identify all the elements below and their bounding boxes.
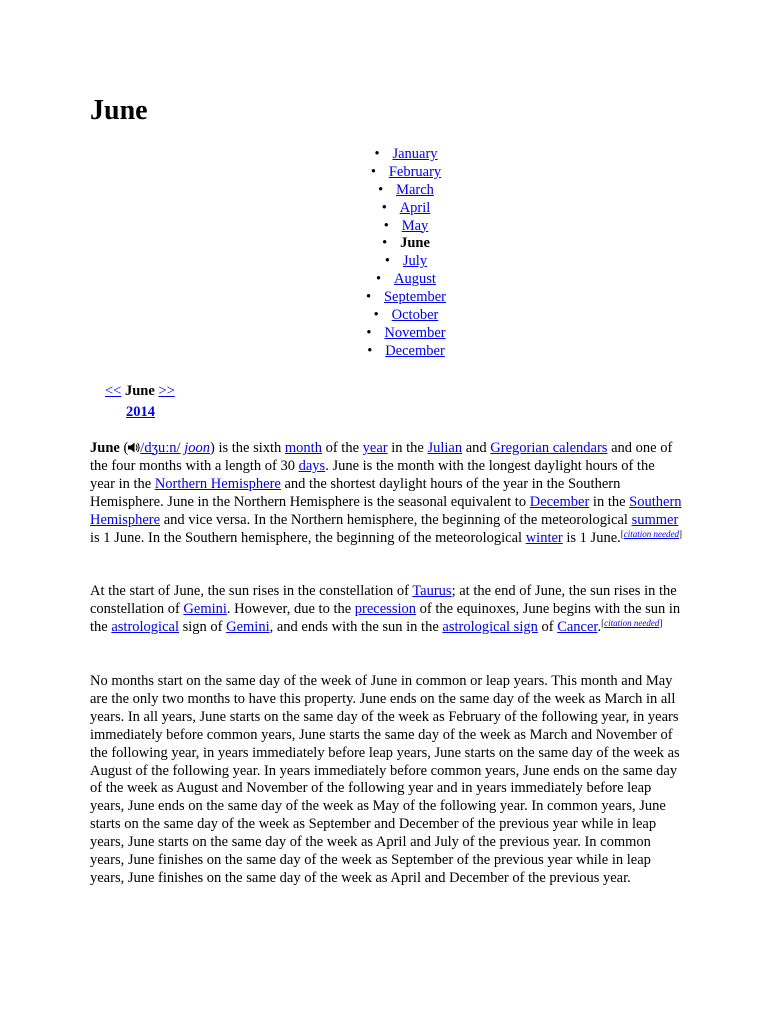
text: sign of [179,618,227,635]
text: of the [321,440,363,456]
text: of [537,618,558,635]
bullet: • [366,324,372,341]
month-link-november[interactable]: November [384,324,446,341]
month-list-item [90,289,722,307]
respelling-link[interactable]: joon [184,440,210,456]
link-winter[interactable]: winter [525,529,563,546]
link-julian[interactable]: Julian [427,440,463,456]
link-gregorian-calendars[interactable]: Gregorian calendars [490,440,608,456]
text: of the equinoxes, June begins with the sun in the [90,600,681,635]
year-link[interactable]: 2014 [126,404,155,420]
month-list-item [90,271,722,289]
citation-needed: [citation needed] [601,617,663,628]
zodiac-paragraph [90,583,682,637]
citation-needed-link[interactable]: citation needed [604,617,660,628]
bullet: • [367,342,373,359]
text: and [462,440,491,456]
month-link-february[interactable]: February [388,163,442,180]
month-link-march[interactable]: March [396,181,434,198]
link-december[interactable]: December [529,493,590,510]
text: in the [589,493,630,510]
month-list-item [90,182,722,200]
link-precession[interactable]: precession [354,600,416,617]
month-list-item [90,200,722,218]
month-link-september[interactable]: September [383,289,446,306]
calendar-paragraph: No months start on the same day of the week of June in common or leap years. This month and May are the only two months to have this property. June ends on the same day of the week as March in all years. In all years, June starts on the same day of the week as February of the following year, in years immediately before common years, June starts the same day of the week as March and November of the following year, in years immediately before leap years, June starts on the same day of the week as August of the following year. In years immediately before common years, June ends on the same day of the week as August and November of the following year and in years immediately before leap years, June ends on the same day of the week as May of the following year. In common years, June starts on the same day of the week as September and December of the previous year while in leap years, June starts on the same day of the week as April and July of the previous year. In common years, June finishes on the same day of the week as September of the previous year while in leap years, June finishes on the same day of the week as April and December of the previous year. [90,673,680,886]
month-link-october[interactable]: October [391,307,439,324]
bullet: • [383,217,389,234]
bullet: • [365,289,372,306]
previous-month-link[interactable]: << [105,383,122,399]
text: and the shortest daylight hours of the year in the Southern Hemisphere. June in the Northern Hemisphere is the seasonal equivalent to [90,475,621,510]
text: . However, due to the [226,600,355,617]
bullet: • [376,271,382,288]
link-cancer[interactable]: Cancer [557,618,598,635]
text: and vice versa. In the Northern hemisphere, the beginning of the meteorological [160,511,632,528]
month-link-january[interactable]: January [392,146,438,162]
link-gemini[interactable]: Gemini [183,600,227,617]
bullet: • [378,181,384,198]
month-list-item [90,325,722,343]
current-month-label: June [124,383,155,399]
month-navigation [105,381,175,423]
text: ) is the sixth [209,440,285,456]
bullet: • [381,199,387,216]
link-astrological[interactable]: astrological [111,618,179,635]
month-link-july[interactable]: July [402,253,428,270]
month-list-item [90,343,722,361]
month-link-april[interactable]: April [399,199,431,216]
page-title: June [90,95,148,126]
citation-needed-link[interactable]: citation needed [623,528,679,539]
link-taurus[interactable]: Taurus [412,583,452,599]
bullet: • [382,235,388,252]
text: At the start of June, the sun rises in the constellation of [90,583,413,599]
month-list-item [90,164,722,182]
month-link-august[interactable]: August [394,271,436,288]
bullet: • [373,307,379,324]
text: ; at the end of June, the sun rises in the constellation of [90,583,677,617]
intro-paragraph: June ( /dʒuːn/ joon) is the sixth month of the year in the Julian and Gregorian calendars and one of the four months with a length of 30 days. June is the month with the longest daylight hours of the year in the Northern Hemisphere and the shortest daylight hours of the year in the Southern Hemisphere. June in the Northern Hemisphere is the seasonal equivalent to December in the Southern Hemisphere and vice versa. In the Northern hemisphere, the beginning of the meteorological summer is 1 June. In the Southern hemisphere, the beginning of the meteorological winter is 1 June.[citation needed] [90,440,682,546]
term-june: June [90,440,120,456]
ipa-link[interactable]: /dʒuːn/ [140,440,181,456]
month-link-may[interactable]: May [401,217,429,234]
month-list-item [90,218,722,236]
month-list [90,146,722,361]
text: is 1 June. [562,529,621,546]
link-year[interactable]: year [362,440,388,456]
text: . [597,618,602,635]
text: . June is the month with the longest daylight hours of the year in the [90,457,655,492]
link-gemini-2[interactable]: Gemini [226,618,270,635]
bullet: • [370,163,376,180]
text: and one of the four months with a length of 30 [90,440,673,474]
link-days[interactable]: days [298,457,326,474]
bullet: • [374,146,380,162]
link-month[interactable]: month [284,440,322,456]
citation-needed: [citation needed] [620,528,682,539]
current-month: June [400,235,430,252]
month-link-december[interactable]: December [385,342,445,359]
link-astrological-sign[interactable]: astrological sign [442,618,538,635]
month-list-item [90,307,722,325]
text: , and ends with the sun in the [269,618,443,635]
link-northern-hemisphere[interactable]: Northern Hemisphere [154,475,281,492]
link-southern-hemisphere[interactable]: Southern Hemisphere [90,493,682,528]
month-list-item [90,235,722,253]
bullet: • [384,253,390,270]
next-month-link[interactable]: >> [158,383,175,399]
speaker-icon[interactable] [128,442,140,453]
link-summer[interactable]: summer [631,511,679,528]
text: is 1 June. In the Southern hemisphere, the beginning of the meteorological [90,529,526,546]
text: in the [387,440,428,456]
month-list-item [90,253,722,271]
month-list-item [90,146,722,164]
